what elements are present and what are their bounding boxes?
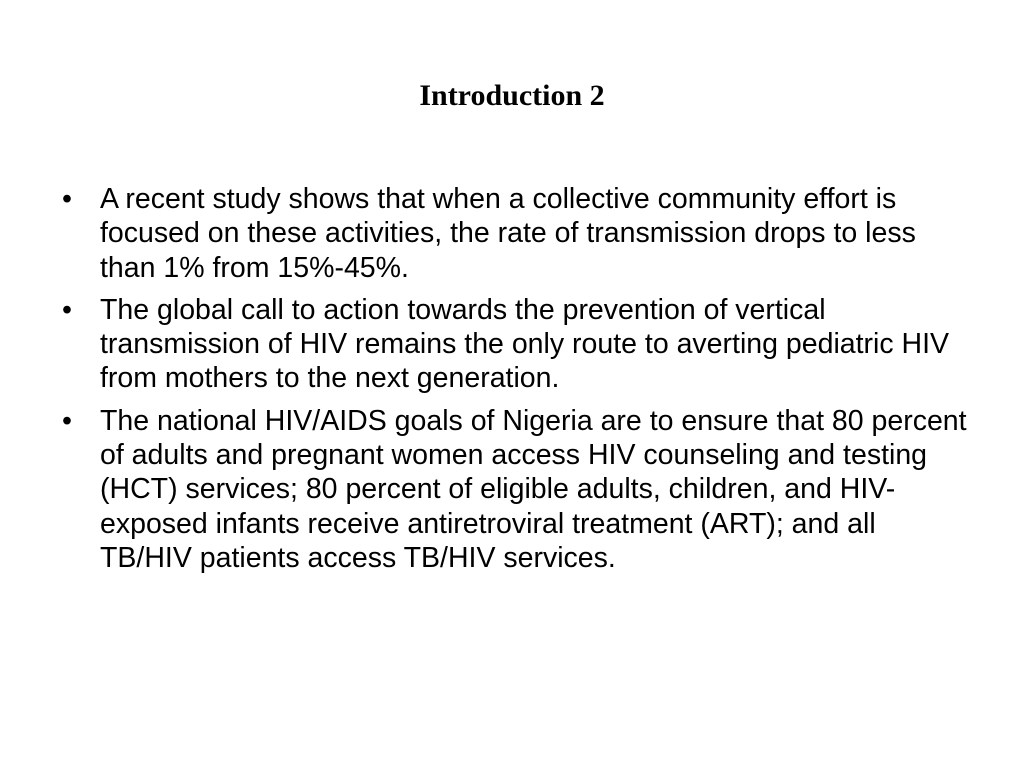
bullet-dot-icon: • xyxy=(62,404,72,437)
slide-title: Introduction 2 xyxy=(419,79,605,112)
bullet-item xyxy=(62,182,972,285)
bullet-item xyxy=(62,293,972,396)
bullet-item xyxy=(62,404,972,575)
bullet-list xyxy=(62,182,972,583)
bullet-text: The global call to action towards the prevention of vertical transmission of HIV remains the only route to averting pediatric HIV from mothers to the next generation. xyxy=(100,293,950,395)
bullet-dot-icon: • xyxy=(62,183,72,215)
bullet-text: A recent study shows that when a collective community effort is focused on these activities, the rate of transmission drops to less than 1% from 15%-45%. xyxy=(100,183,916,284)
bullet-text: The national HIV/AIDS goals of Nigeria are to ensure that 80 percent of adults and pregnant women access HIV counseling and testing (HCT) services; 80 percent of eligible adults, children, and HIV-exposed infants receive antiretroviral treatment (ART); and all TB/HIV patients access TB/HIV services. xyxy=(100,404,967,574)
bullet-dot-icon: • xyxy=(62,293,72,326)
